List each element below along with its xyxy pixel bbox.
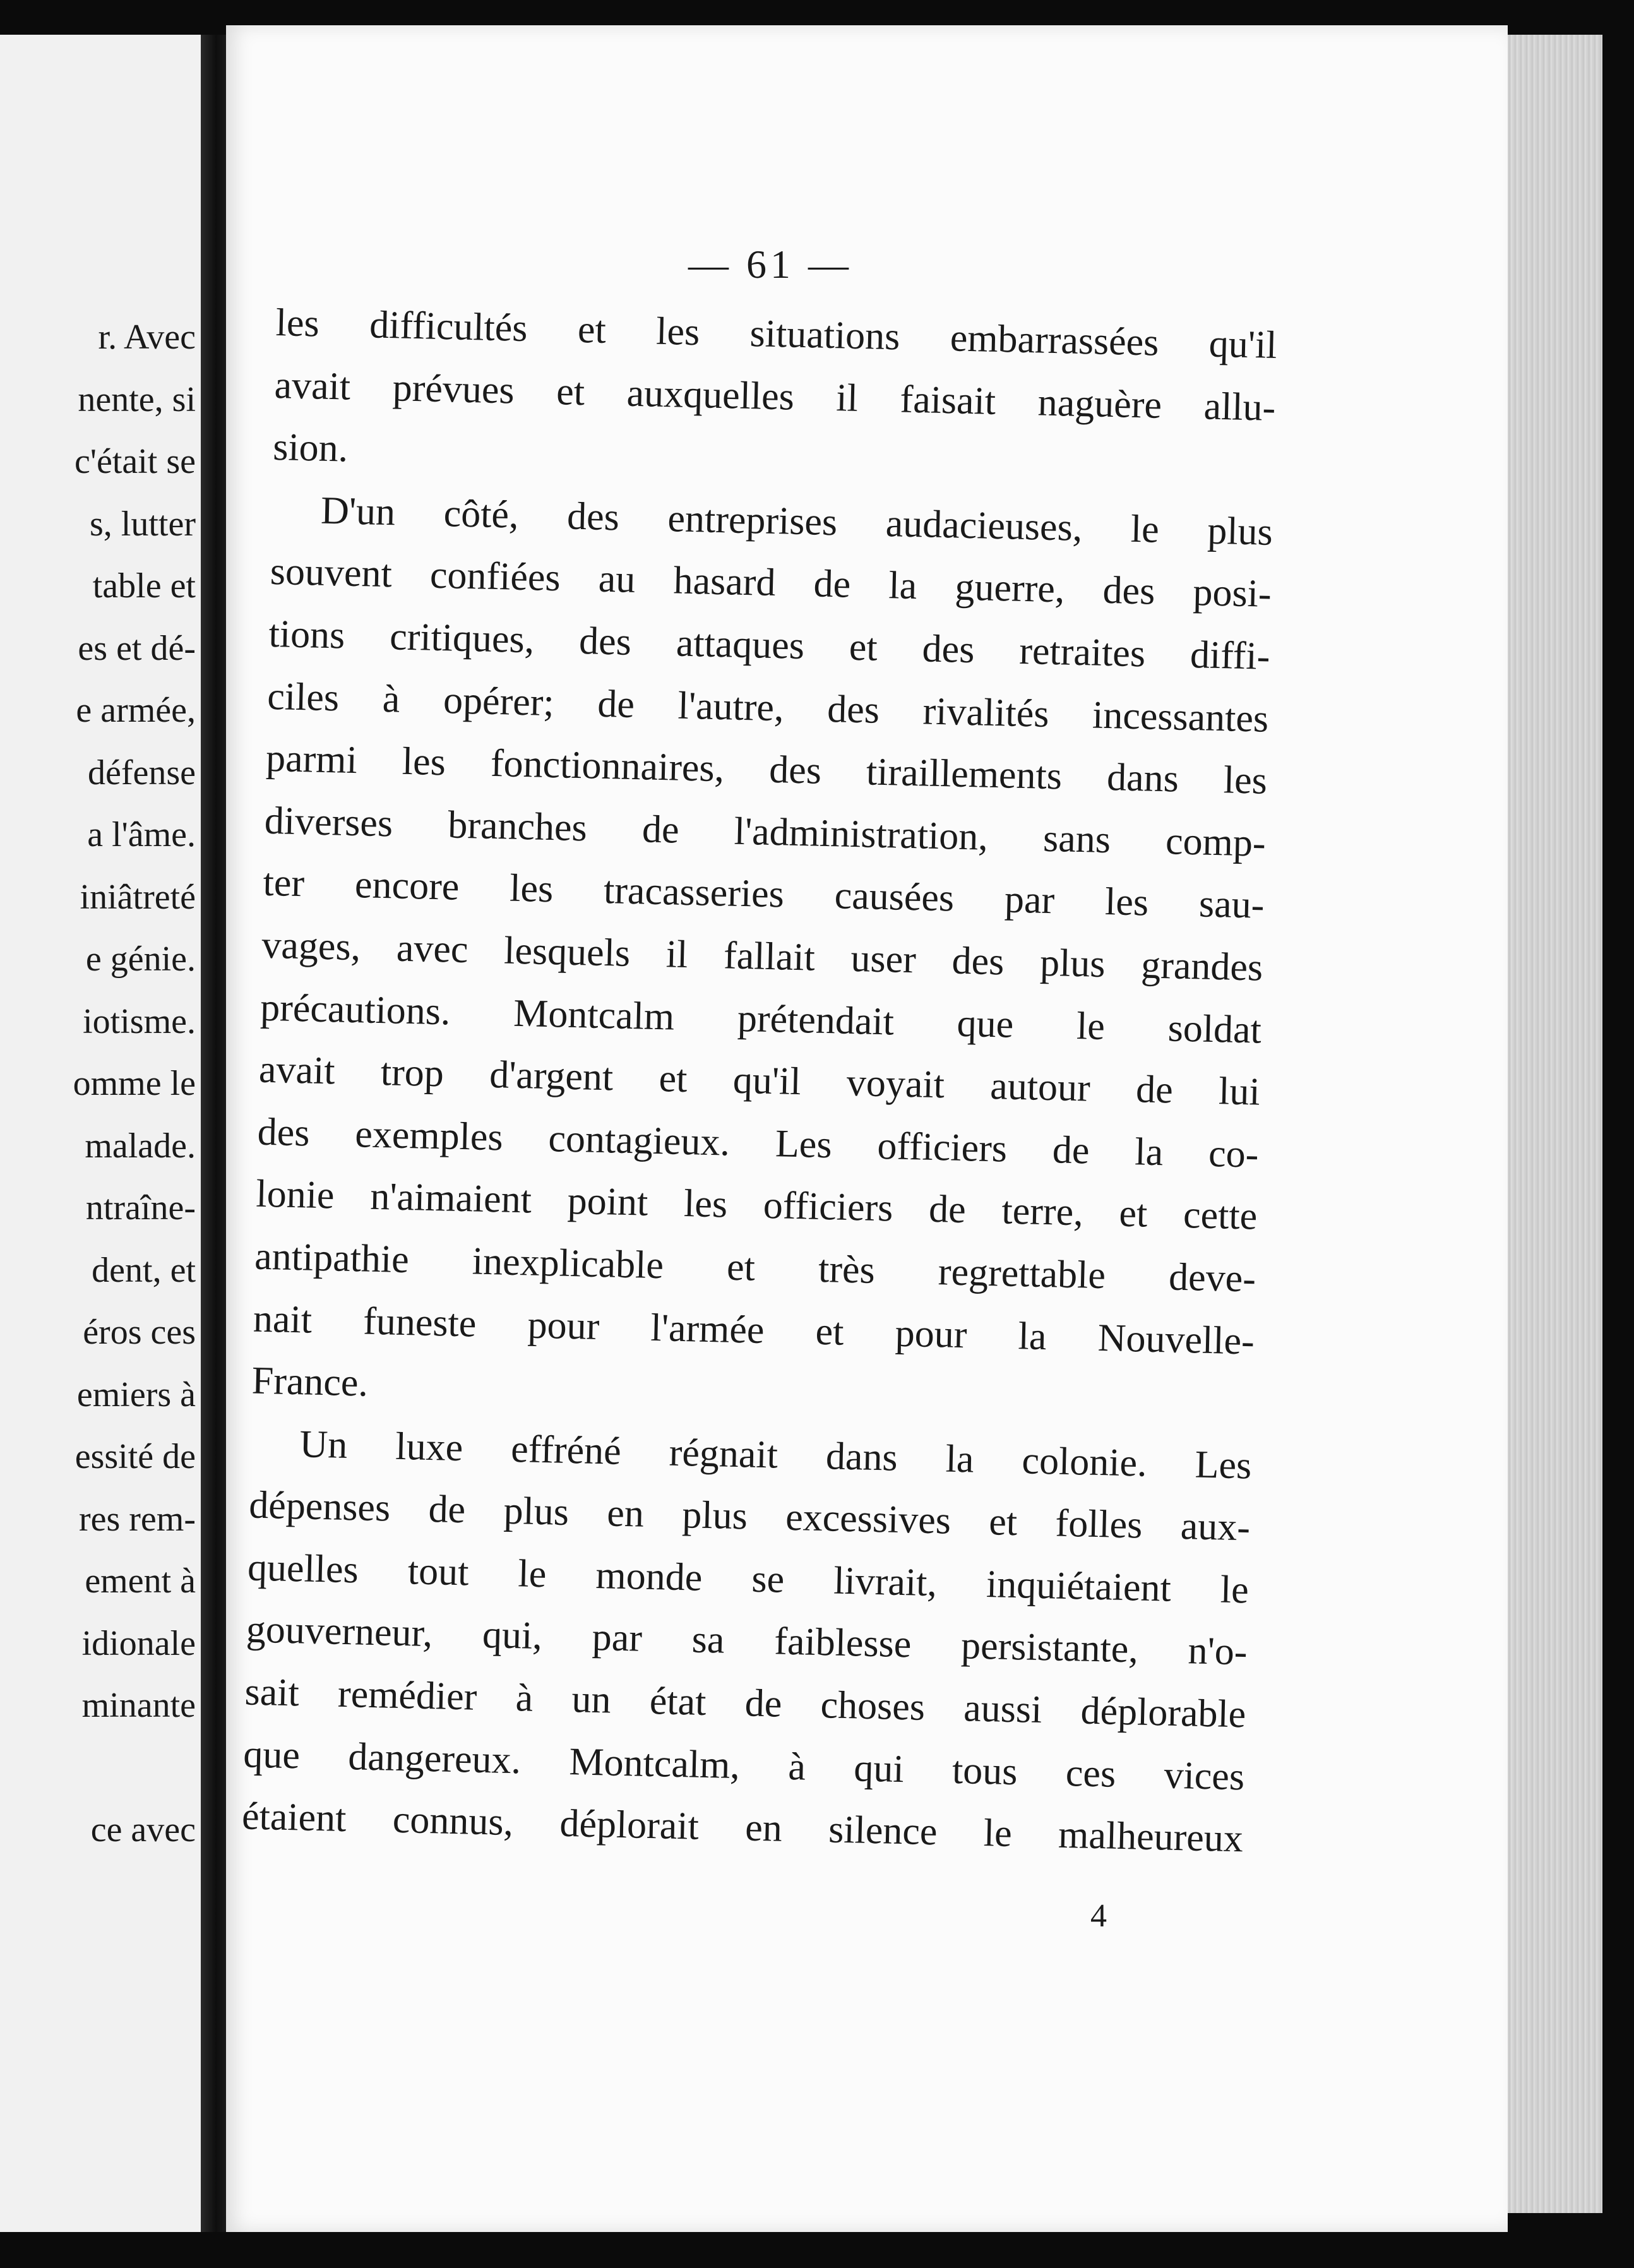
text-line: sion. bbox=[272, 426, 349, 470]
text-line: étaient connus, déplorait en silence le malheureux bbox=[241, 1794, 1244, 1861]
left-line: nente, si bbox=[78, 379, 196, 419]
text-line: des exemples contagieux. Les officiers de la co- bbox=[257, 1110, 1260, 1176]
text-line: parmi les fonctionnaires, des tiraillements dans les bbox=[265, 736, 1268, 803]
text-line: dépenses de plus en plus excessives et folles aux- bbox=[248, 1483, 1251, 1549]
text-line: lonie n'aimaient point les officiers de terre, et cette bbox=[255, 1172, 1258, 1238]
signature-mark: 4 bbox=[1090, 1898, 1107, 1934]
left-page bbox=[0, 35, 201, 2232]
left-line: emiers à bbox=[76, 1375, 196, 1414]
left-line: es et dé- bbox=[78, 628, 196, 668]
book-gutter bbox=[201, 35, 226, 2232]
left-line: e génie. bbox=[85, 940, 196, 979]
left-line: essité de bbox=[75, 1437, 196, 1476]
text-line: France. bbox=[251, 1359, 369, 1405]
left-line: res rem- bbox=[78, 1499, 196, 1539]
left-line: e armée, bbox=[76, 691, 196, 730]
left-line: éros ces bbox=[83, 1313, 196, 1352]
left-line: ntraîne- bbox=[85, 1188, 196, 1227]
page-edges bbox=[1508, 35, 1602, 2213]
text-line: diverses branches de l'administration, sans comp- bbox=[264, 799, 1267, 865]
text-line: ciles à opérer; de l'autre, des rivalités incessantes bbox=[266, 674, 1269, 741]
left-blank-line bbox=[0, 1737, 196, 1799]
left-line: ement à bbox=[85, 1561, 196, 1601]
text-line: quelles tout le monde se livrait, inquiétaient le bbox=[247, 1546, 1249, 1612]
text-line: ter encore les tracasseries causées par les sau- bbox=[262, 861, 1265, 928]
text-line: avait prévues et auxquelles il faisait naguère allu- bbox=[273, 363, 1277, 429]
left-line: malade. bbox=[85, 1126, 196, 1166]
left-line: omme le bbox=[73, 1064, 196, 1103]
text-line: précautions. Montcalm prétendait que le soldat bbox=[259, 986, 1262, 1052]
left-line: s, lutter bbox=[90, 504, 196, 544]
text-line: nait funeste pour l'armée et pour la Nouvelle- bbox=[253, 1297, 1255, 1363]
left-line: idionale bbox=[81, 1623, 196, 1663]
left-line: table et bbox=[92, 566, 196, 606]
left-line: défense bbox=[87, 753, 196, 792]
left-line: iotisme. bbox=[83, 1001, 196, 1041]
text-line: sait remédier à un état de choses aussi déplorable bbox=[244, 1670, 1247, 1736]
left-line: a l'âme. bbox=[87, 815, 196, 854]
text-line: tions critiques, des attaques et des retraites diffi- bbox=[268, 612, 1271, 678]
paragraph-start-line: D'un côté, des entreprises audacieuses, le plus bbox=[320, 489, 1273, 554]
page-number: — 61 — bbox=[688, 242, 852, 287]
page-body-text bbox=[241, 292, 1278, 1870]
left-line: c'était se bbox=[75, 442, 196, 481]
left-line: minante bbox=[81, 1686, 196, 1725]
left-page-text bbox=[0, 306, 196, 1861]
text-line: avait trop d'argent et qu'il voyait autour de lui bbox=[258, 1047, 1261, 1114]
text-line: antipathie inexplicable et très regrettable deve- bbox=[254, 1234, 1256, 1301]
text-line: souvent confiées au hasard de la guerre, des posi- bbox=[270, 550, 1272, 616]
text-line: les difficultés et les situations embarrassées qu'il bbox=[275, 301, 1278, 367]
paragraph-start-line: Un luxe effréné régnait dans la colonie. Les bbox=[299, 1422, 1252, 1488]
text-line: vages, avec lesquels il fallait user des plus grandes bbox=[261, 923, 1263, 989]
text-line: que dangereux. Montcalm, à qui tous ces vices bbox=[242, 1733, 1245, 1799]
left-line: iniâtreté bbox=[80, 877, 196, 917]
left-line: r. Avec bbox=[98, 318, 196, 357]
left-line: dent, et bbox=[92, 1250, 196, 1290]
left-line: ce avec bbox=[90, 1810, 196, 1849]
text-line: gouverneur, qui, par sa faiblesse persistante, n'o- bbox=[246, 1608, 1248, 1674]
